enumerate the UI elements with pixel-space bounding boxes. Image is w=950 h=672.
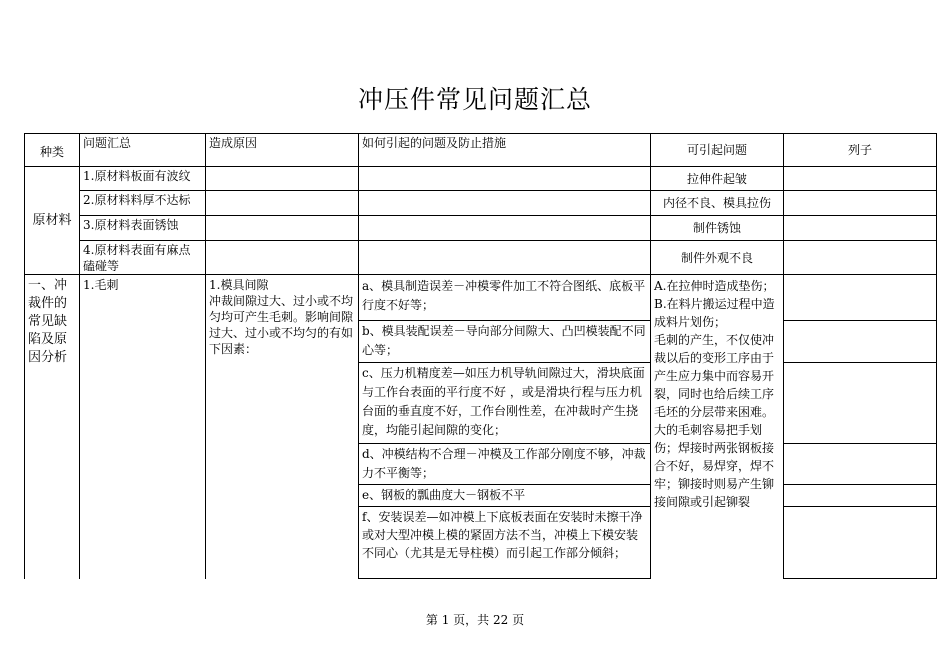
- material-problem-1: 1.原材料板面有波纹: [83, 169, 191, 183]
- category-punching: 一、冲裁件的常见缺陷及原因分析: [28, 278, 68, 365]
- material-possible-4: 制件外观不良: [680, 250, 753, 265]
- header-problem: 问题汇总: [83, 136, 132, 150]
- measure-b: b、模具装配误差－导向部分间隙大、凸凹模装配不同心等；: [362, 324, 646, 357]
- material-possible-2: 内径不良、模具拉伤: [662, 196, 771, 210]
- measure-f: f、安装误差—如冲模上下底板表面在安装时未擦干净或对大型冲模上模的紧固方法不当，冲模上下模安装不同心（尤其是无导柱模）而引起工作部分倾斜；: [362, 510, 643, 560]
- material-problem-2: 2.原材料料厚不达标: [83, 193, 191, 207]
- measure-e: e、钢板的瓢曲度大－钢板不平: [362, 488, 526, 502]
- measure-c: c、压力机精度差—如压力机导轨间隙过大，滑块底面与工作台表面的平行度不好 ，或是滑块行程与压力机台面的垂直度不好，工作台刚性差，在冲裁时产生挠度，均能引起间隙的变化；: [362, 366, 645, 437]
- header-example: 列子: [847, 143, 872, 157]
- measure-a: a、模具制造误差－冲模零件加工不符合图纸、底板平行度不好等；: [362, 279, 646, 312]
- category-material: 原材料: [32, 212, 72, 228]
- punching-possible: A.在拉伸时造成垫伤； B.在料片搬运过程中造成料片划伤； 毛刺的产生，不仅使冲裁以后的变形工序由于产生应力集中而容易开裂，同时也给后续工序毛坯的分层带来困难。大的毛刺容易把手划伤；焊接时两张钢板接合不好，易焊穿，焊不牢；铆接时则易产生铆接间隙或引起铆裂: [654, 279, 775, 509]
- page-footer: 第 1 页，共 22 页: [425, 613, 525, 627]
- material-problem-4: 4.原材料表面有麻点磕碰等: [83, 243, 191, 273]
- measure-d: d、冲模结构不合理－冲模及工作部分刚度不够，冲裁力不平衡等；: [362, 447, 646, 480]
- material-possible-1: 拉伸件起皱: [686, 171, 747, 186]
- material-possible-3: 制件锈蚀: [692, 221, 741, 235]
- header-possible: 可引起问题: [686, 143, 747, 157]
- header-measures: 如何引起的问题及防止措施: [362, 136, 507, 150]
- header-category: 种类: [39, 144, 64, 159]
- material-problem-3: 3.原材料表面锈蚀: [83, 218, 179, 232]
- header-cause: 造成原因: [209, 136, 258, 150]
- page-title: 冲压件常见问题汇总: [357, 85, 592, 114]
- punching-problem: 1.毛刺: [83, 278, 119, 292]
- punching-cause: 1.模具间隙 冲裁间隙过大、过小或不均匀均可产生毛刺。影响间隙过大、过小或不均匀的有如下因素：: [209, 278, 354, 356]
